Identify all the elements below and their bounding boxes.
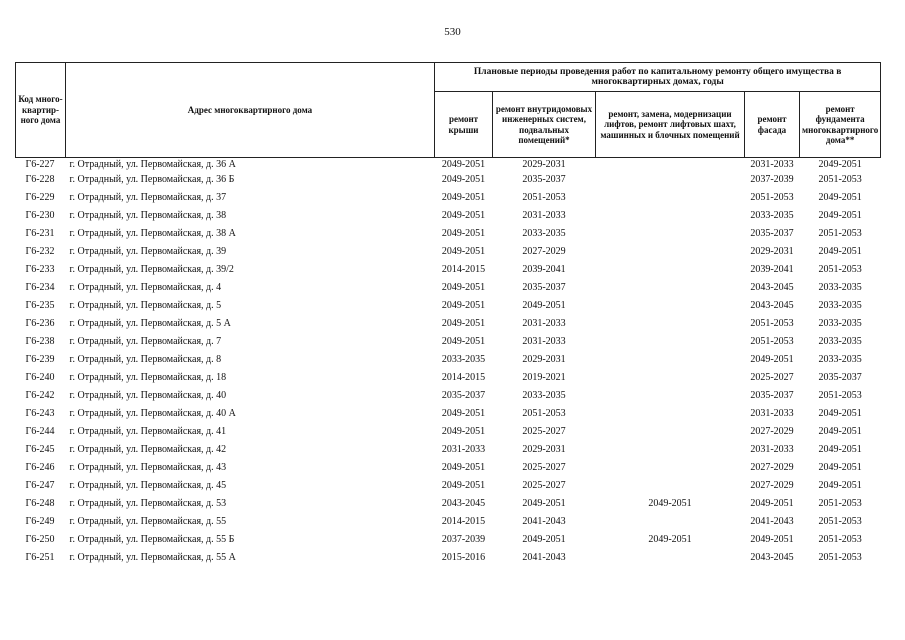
cell-address: г. Отрадный, ул. Первомайская, д. 37 <box>69 191 227 203</box>
cell-address: г. Отрадный, ул. Первомайская, д. 7 <box>69 335 222 347</box>
cell-elevators <box>596 296 745 314</box>
cell-facade: 2051-2053 <box>750 191 794 203</box>
cell-facade: 2025-2027 <box>750 371 794 383</box>
cell-engineering: 2029-2031 <box>522 353 566 365</box>
cell-foundation: 2049-2051 <box>818 443 862 455</box>
cell-facade: 2043-2045 <box>750 281 794 293</box>
cell-engineering: 2029-2031 <box>522 158 566 170</box>
table-row <box>16 206 881 224</box>
cell-code: Г6-232 <box>25 245 55 257</box>
cell-roof: 2043-2045 <box>441 497 486 509</box>
cell-elevators <box>596 158 745 171</box>
header-engineering: ремонт внутридомовых инженерных систем, подвальных помещений* <box>493 92 596 158</box>
cell-roof: 2033-2035 <box>441 353 486 365</box>
cell-address: г. Отрадный, ул. Первомайская, д. 41 <box>69 425 227 437</box>
cell-foundation: 2049-2051 <box>818 407 862 419</box>
cell-elevators <box>596 458 745 476</box>
cell-code: Г6-242 <box>25 389 55 401</box>
cell-foundation: 2033-2035 <box>818 281 862 293</box>
repair-schedule-table <box>15 62 881 566</box>
cell-code: Г6-230 <box>25 209 55 221</box>
table-row <box>16 458 881 476</box>
table-row <box>16 158 881 171</box>
cell-facade: 2029-2031 <box>750 245 794 257</box>
cell-engineering: 2025-2027 <box>522 479 566 491</box>
cell-code: Г6-227 <box>25 158 55 170</box>
table-row <box>16 512 881 530</box>
cell-code: Г6-251 <box>25 551 55 563</box>
cell-facade: 2037-2039 <box>750 173 794 185</box>
cell-foundation: 2049-2051 <box>818 245 862 257</box>
cell-foundation: 2033-2035 <box>818 317 862 329</box>
cell-code: Г6-229 <box>25 191 55 203</box>
cell-code: Г6-243 <box>25 407 55 419</box>
table-row <box>16 548 881 566</box>
cell-engineering: 2025-2027 <box>522 425 566 437</box>
cell-address: г. Отрадный, ул. Первомайская, д. 18 <box>69 371 227 383</box>
cell-elevators <box>596 260 745 278</box>
cell-elevators <box>596 242 745 260</box>
cell-address: г. Отрадный, ул. Первомайская, д. 42 <box>69 443 227 455</box>
table-row <box>16 440 881 458</box>
cell-address: г. Отрадный, ул. Первомайская, д. 4 <box>69 281 222 293</box>
cell-foundation: 2033-2035 <box>818 299 862 311</box>
cell-roof: 2049-2051 <box>441 425 486 437</box>
cell-elevators <box>596 440 745 458</box>
cell-address: г. Отрадный, ул. Первомайская, д. 39/2 <box>69 263 234 275</box>
cell-elevators <box>596 224 745 242</box>
table-row <box>16 494 881 512</box>
cell-roof: 2049-2051 <box>441 245 486 257</box>
cell-roof: 2049-2051 <box>441 479 486 491</box>
cell-engineering: 2049-2051 <box>522 533 566 545</box>
cell-engineering: 2041-2043 <box>522 515 566 527</box>
header-elevators: ремонт, замена, модернизации лифтов, ремонт лифтовых шахт, машинных и блочных помещений <box>596 92 745 158</box>
cell-facade: 2041-2043 <box>750 515 794 527</box>
table-row <box>16 278 881 296</box>
cell-elevators <box>596 476 745 494</box>
cell-engineering: 2025-2027 <box>522 461 566 473</box>
cell-facade: 2031-2033 <box>750 407 794 419</box>
table-header <box>16 63 881 158</box>
cell-address: г. Отрадный, ул. Первомайская, д. 36 Б <box>69 173 235 185</box>
table-row <box>16 260 881 278</box>
cell-roof: 2049-2051 <box>441 461 486 473</box>
cell-code: Г6-239 <box>25 353 55 365</box>
cell-engineering: 2035-2037 <box>522 281 566 293</box>
cell-foundation: 2049-2051 <box>818 461 862 473</box>
cell-code: Г6-231 <box>25 227 55 239</box>
cell-engineering: 2039-2041 <box>522 263 566 275</box>
cell-roof: 2035-2037 <box>441 389 486 401</box>
cell-address: г. Отрадный, ул. Первомайская, д. 45 <box>69 479 227 491</box>
cell-facade: 2049-2051 <box>750 533 794 545</box>
cell-roof: 2031-2033 <box>441 443 486 455</box>
table-row <box>16 224 881 242</box>
cell-roof: 2014-2015 <box>441 371 486 383</box>
cell-facade: 2027-2029 <box>750 461 794 473</box>
cell-elevators <box>596 350 745 368</box>
cell-engineering: 2049-2051 <box>522 299 566 311</box>
cell-roof: 2049-2051 <box>441 317 486 329</box>
cell-code: Г6-248 <box>25 497 55 509</box>
cell-roof: 2049-2051 <box>441 173 486 185</box>
cell-engineering: 2041-2043 <box>522 551 566 563</box>
cell-code: Г6-228 <box>25 173 55 185</box>
table-row <box>16 296 881 314</box>
cell-code: Г6-246 <box>25 461 55 473</box>
cell-foundation: 2033-2035 <box>818 353 862 365</box>
table-row <box>16 404 881 422</box>
cell-foundation: 2051-2053 <box>818 227 862 239</box>
cell-code: Г6-249 <box>25 515 55 527</box>
cell-engineering: 2031-2033 <box>522 209 566 221</box>
cell-elevators <box>596 314 745 332</box>
cell-foundation: 2051-2053 <box>818 389 862 401</box>
cell-engineering: 2029-2031 <box>522 443 566 455</box>
cell-engineering: 2049-2051 <box>522 497 566 509</box>
cell-address: г. Отрадный, ул. Первомайская, д. 8 <box>69 353 222 365</box>
cell-facade: 2051-2053 <box>750 335 794 347</box>
cell-engineering: 2033-2035 <box>522 227 566 239</box>
cell-facade: 2043-2045 <box>750 299 794 311</box>
cell-foundation: 2033-2035 <box>818 335 862 347</box>
header-periods: Плановые периоды проведения работ по капитальному ремонту общего имущества в многоквартирных домах, годы <box>435 63 881 92</box>
table-row <box>16 242 881 260</box>
cell-address: г. Отрадный, ул. Первомайская, д. 43 <box>69 461 227 473</box>
cell-engineering: 2031-2033 <box>522 317 566 329</box>
cell-foundation: 2051-2053 <box>818 263 862 275</box>
cell-code: Г6-236 <box>25 317 55 329</box>
table-row <box>16 386 881 404</box>
cell-address: г. Отрадный, ул. Первомайская, д. 40 <box>69 389 227 401</box>
cell-address: г. Отрадный, ул. Первомайская, д. 53 <box>69 497 227 509</box>
cell-elevators <box>596 422 745 440</box>
cell-elevators <box>596 206 745 224</box>
header-facade: ремонт фасада <box>745 92 800 158</box>
cell-facade: 2035-2037 <box>750 389 794 401</box>
cell-facade: 2051-2053 <box>750 317 794 329</box>
cell-address: г. Отрадный, ул. Первомайская, д. 39 <box>69 245 227 257</box>
cell-roof: 2049-2051 <box>441 335 486 347</box>
cell-facade: 2043-2045 <box>750 551 794 563</box>
cell-code: Г6-250 <box>25 533 55 545</box>
cell-code: Г6-244 <box>25 425 55 437</box>
cell-engineering: 2019-2021 <box>522 371 566 383</box>
cell-address: г. Отрадный, ул. Первомайская, д. 55 А <box>69 551 236 563</box>
cell-code: Г6-233 <box>25 263 55 275</box>
cell-roof: 2049-2051 <box>441 191 486 203</box>
cell-facade: 2027-2029 <box>750 479 794 491</box>
cell-elevators <box>596 548 745 566</box>
cell-engineering: 2031-2033 <box>522 335 566 347</box>
cell-facade: 2027-2029 <box>750 425 794 437</box>
cell-roof: 2049-2051 <box>441 407 486 419</box>
cell-foundation: 2049-2051 <box>818 209 862 221</box>
cell-elevators <box>596 188 745 206</box>
cell-roof: 2049-2051 <box>441 299 486 311</box>
cell-roof: 2037-2039 <box>441 533 486 545</box>
table-row <box>16 422 881 440</box>
cell-foundation: 2051-2053 <box>818 173 862 185</box>
table-row <box>16 476 881 494</box>
cell-foundation: 2051-2053 <box>818 515 862 527</box>
cell-foundation: 2049-2051 <box>818 191 862 203</box>
cell-code: Г6-234 <box>25 281 55 293</box>
cell-foundation: 2049-2051 <box>818 425 862 437</box>
cell-roof: 2049-2051 <box>441 209 486 221</box>
cell-foundation: 2051-2053 <box>818 497 862 509</box>
cell-facade: 2031-2033 <box>750 158 794 170</box>
cell-code: Г6-247 <box>25 479 55 491</box>
cell-elevators: 2049-2051 <box>648 497 692 509</box>
table-row <box>16 350 881 368</box>
cell-facade: 2033-2035 <box>750 209 794 221</box>
header-roof: ремонт крыши <box>435 92 493 158</box>
cell-address: г. Отрадный, ул. Первомайская, д. 36 А <box>69 158 236 170</box>
cell-engineering: 2051-2053 <box>522 191 566 203</box>
cell-engineering: 2051-2053 <box>522 407 566 419</box>
cell-facade: 2049-2051 <box>750 353 794 365</box>
repair-schedule-table-wrap <box>15 62 881 566</box>
cell-elevators <box>596 170 745 188</box>
table-row <box>16 368 881 386</box>
cell-foundation: 2035-2037 <box>818 371 862 383</box>
cell-foundation: 2049-2051 <box>818 479 862 491</box>
header-address: Адрес многоквартирного дома <box>66 63 435 158</box>
cell-foundation: 2051-2053 <box>818 551 862 563</box>
table-row <box>16 170 881 188</box>
cell-address: г. Отрадный, ул. Первомайская, д. 5 А <box>69 317 231 329</box>
cell-roof: 2049-2051 <box>441 281 486 293</box>
cell-foundation: 2049-2051 <box>818 158 862 170</box>
cell-elevators: 2049-2051 <box>648 533 692 545</box>
cell-roof: 2049-2051 <box>441 227 486 239</box>
cell-facade: 2049-2051 <box>750 497 794 509</box>
cell-elevators <box>596 404 745 422</box>
cell-address: г. Отрадный, ул. Первомайская, д. 38 А <box>69 227 236 239</box>
cell-facade: 2031-2033 <box>750 443 794 455</box>
cell-engineering: 2033-2035 <box>522 389 566 401</box>
table-row <box>16 530 881 548</box>
cell-elevators <box>596 332 745 350</box>
cell-facade: 2035-2037 <box>750 227 794 239</box>
cell-address: г. Отрадный, ул. Первомайская, д. 5 <box>69 299 222 311</box>
cell-engineering: 2035-2037 <box>522 173 566 185</box>
cell-address: г. Отрадный, ул. Первомайская, д. 55 <box>69 515 227 527</box>
table-row <box>16 314 881 332</box>
page-number: 530 <box>444 26 461 38</box>
cell-roof: 2014-2015 <box>441 515 486 527</box>
header-foundation: ремонт фундамента многоквартирного дома** <box>800 92 881 158</box>
table-row <box>16 188 881 206</box>
cell-code: Г6-245 <box>25 443 55 455</box>
cell-elevators <box>596 386 745 404</box>
cell-address: г. Отрадный, ул. Первомайская, д. 38 <box>69 209 227 221</box>
cell-address: г. Отрадный, ул. Первомайская, д. 40 А <box>69 407 236 419</box>
header-code: Код много-квартир-ного дома <box>16 63 66 158</box>
cell-roof: 2015-2016 <box>441 551 486 563</box>
cell-foundation: 2051-2053 <box>818 533 862 545</box>
cell-engineering: 2027-2029 <box>522 245 566 257</box>
table-body <box>16 158 881 567</box>
cell-elevators <box>596 278 745 296</box>
cell-code: Г6-235 <box>25 299 55 311</box>
cell-elevators <box>596 512 745 530</box>
cell-elevators <box>596 368 745 386</box>
cell-facade: 2039-2041 <box>750 263 794 275</box>
cell-address: г. Отрадный, ул. Первомайская, д. 55 Б <box>69 533 235 545</box>
cell-code: Г6-240 <box>25 371 55 383</box>
cell-code: Г6-238 <box>25 335 55 347</box>
cell-roof: 2049-2051 <box>441 158 486 170</box>
table-row <box>16 332 881 350</box>
cell-roof: 2014-2015 <box>441 263 486 275</box>
